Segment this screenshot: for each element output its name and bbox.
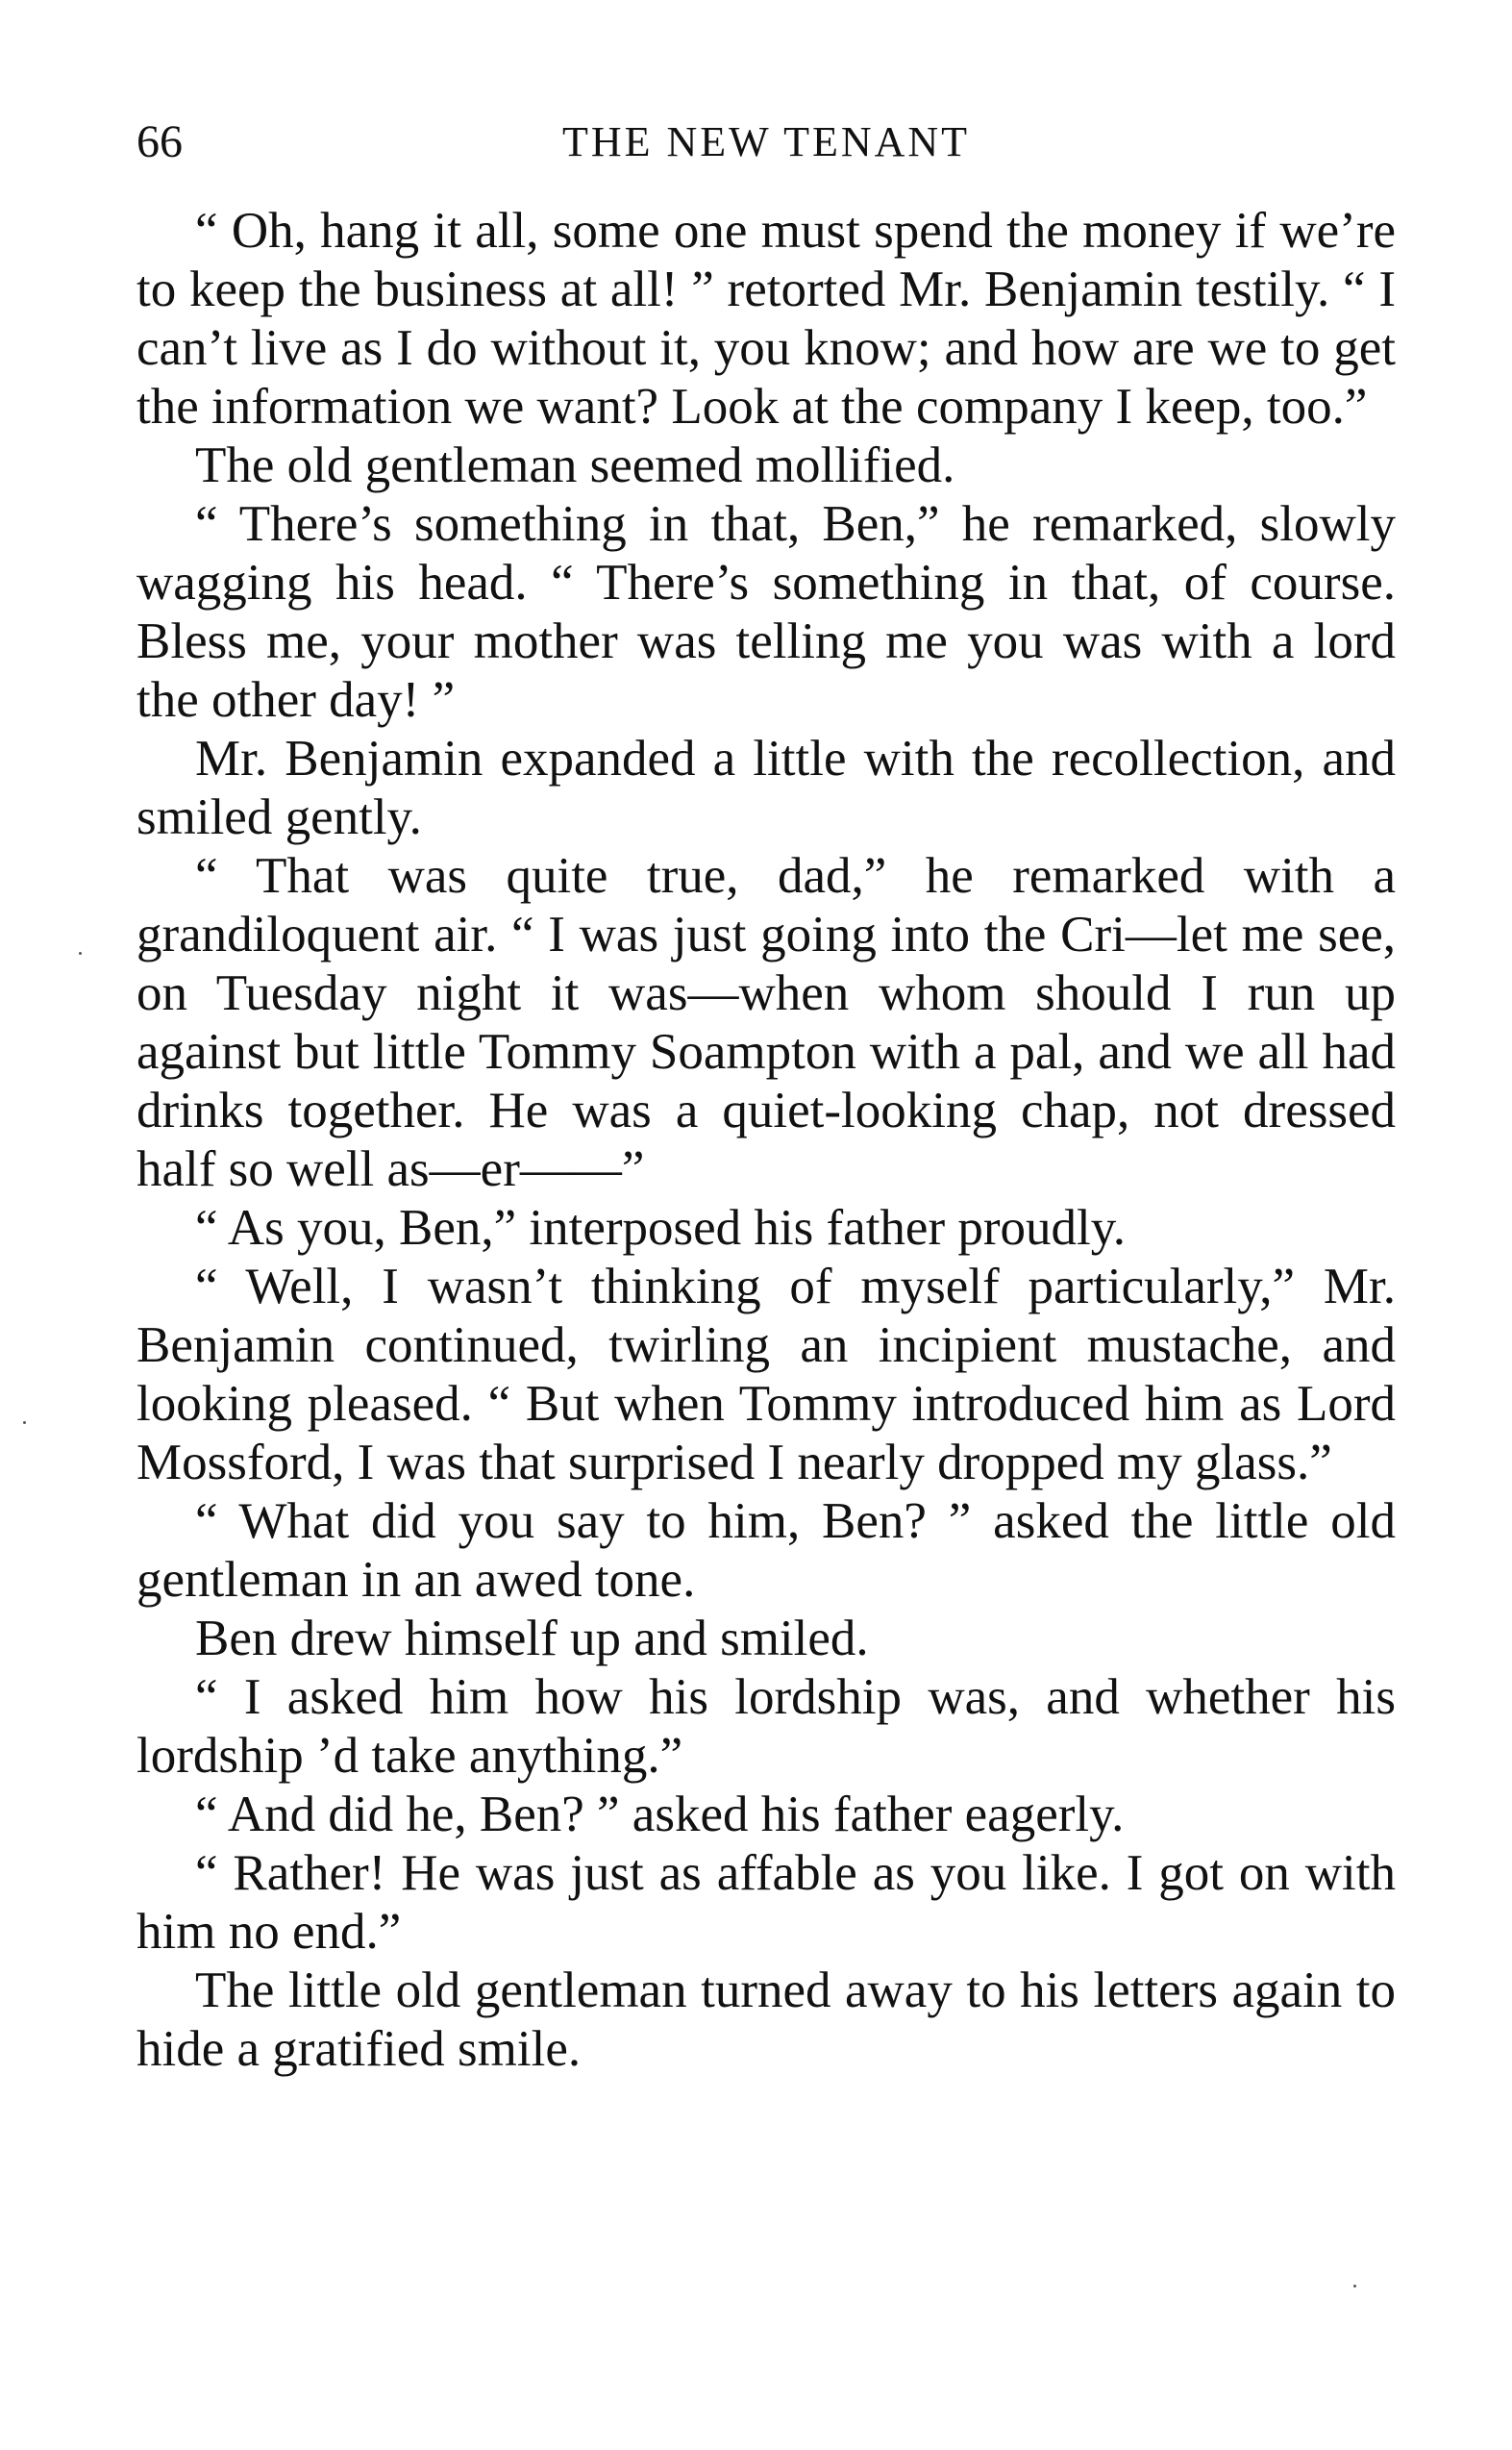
print-speck [23,1421,26,1424]
paragraph: The little old gentleman turned away to his letters again to hide a gratified smile. [136,1962,1396,2077]
body-text [136,202,1396,2079]
paragraph: “ As you, Ben,” interposed his father proudly. [195,1200,1127,1256]
page-header [136,104,1396,181]
paragraph: “ And did he, Ben? ” asked his father eagerly. [195,1787,1125,1842]
paragraph: “ There’s something in that, Ben,” he remarked, slowly wagging his head. “ There’s something in that, of course. Bless me, your mother was telling me you was with a lord the other day! ” [136,496,1396,728]
page-number: 66 [136,116,183,167]
print-speck [79,952,82,955]
running-head: THE NEW TENANT [561,118,971,165]
paragraph: Ben drew himself up and smiled. [195,1611,869,1666]
print-speck [1353,2285,1356,2288]
paragraph: “ Well, I wasn’t thinking of myself particularly,” Mr. Benjamin continued, twirling an incipient mustache, and looking pleased. “ But when Tommy introduced him as Lord Mossford, I was that surprised I nearly dropped my glass.” [136,1259,1396,1490]
paragraph: The old gentleman seemed mollified. [195,438,955,493]
paragraph: Mr. Benjamin expanded a little with the recollection, and smiled gently. [136,731,1396,845]
paragraph: “ What did you say to him, Ben? ” asked the little old gentleman in an awed tone. [136,1493,1396,1608]
paragraph: “ That was quite true, dad,” he remarked with a grandiloquent air. “ I was just going into the Cri—let me see, on Tuesday night it was—when whom should I run up against but little Tommy Soampton with a pal, and we all had drinks together. He was a quiet-looking chap, not dressed half so well as—er——” [136,848,1396,1197]
paragraph: “ Rather! He was just as affable as you like. I got on with him no end.” [136,1845,1396,1960]
paragraph: “ I asked him how his lordship was, and whether his lordship ’d take anything.” [136,1669,1396,1784]
paragraph: “ Oh, hang it all, some one must spend the money if we’re to keep the business at all! ” retorted Mr. Benjamin testily. “ I can’t live as I do without it, you know; and how are we to get the information we want? Look at the company I keep, too.” [136,203,1396,435]
